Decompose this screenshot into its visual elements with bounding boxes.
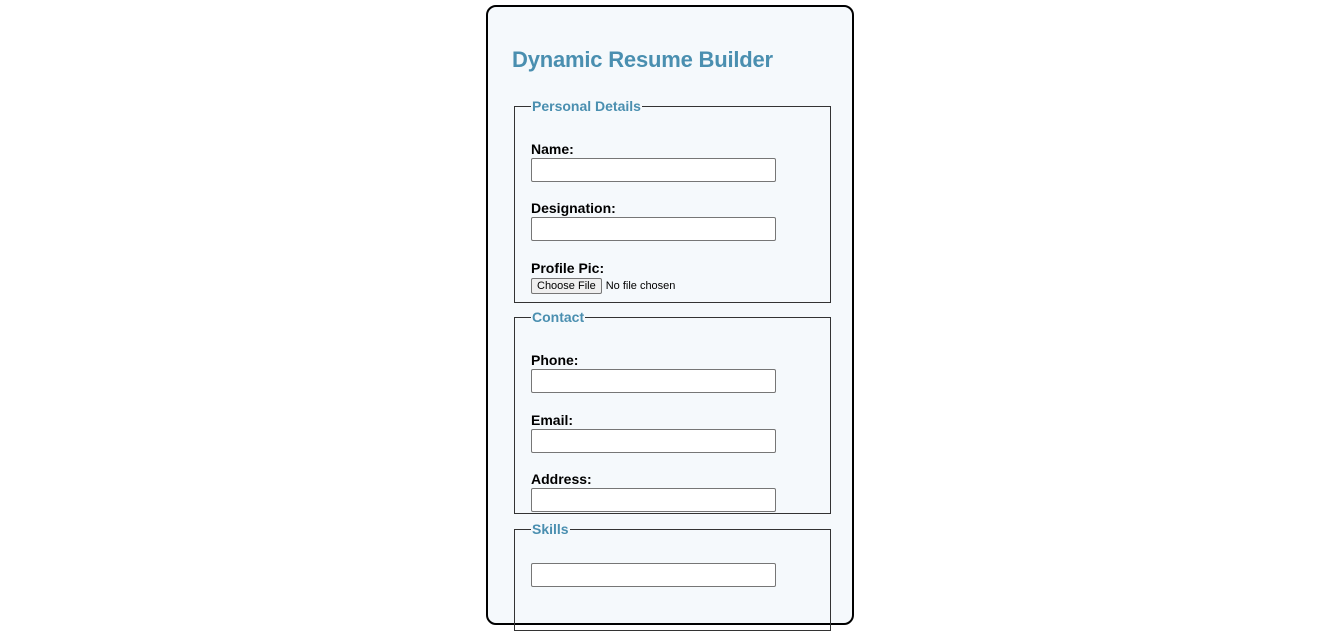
skills-legend: Skills <box>532 521 569 537</box>
email-input[interactable] <box>531 429 776 453</box>
contact-legend: Contact <box>532 309 585 325</box>
phone-label: Phone: <box>531 352 579 368</box>
profile-pic-field-group <box>531 260 675 294</box>
address-label: Address: <box>531 471 592 487</box>
phone-input[interactable] <box>531 369 776 393</box>
resume-builder-card <box>486 5 854 625</box>
file-status-text: No file chosen <box>605 280 676 292</box>
designation-field-group <box>531 200 776 241</box>
skills-section <box>514 521 831 631</box>
email-label: Email: <box>531 412 574 428</box>
name-input[interactable] <box>531 158 776 182</box>
name-field-group <box>531 141 776 182</box>
skill-field-group <box>531 562 776 587</box>
address-input[interactable] <box>531 488 776 512</box>
contact-section <box>514 309 831 514</box>
page-title: Dynamic Resume Builder <box>512 47 773 72</box>
personal-details-legend: Personal Details <box>532 98 641 114</box>
designation-label: Designation: <box>531 200 616 216</box>
name-label: Name: <box>531 141 574 157</box>
email-field-group <box>531 412 776 453</box>
phone-field-group <box>531 352 776 393</box>
skill-input[interactable] <box>531 563 776 587</box>
profile-pic-label: Profile Pic: <box>531 260 605 276</box>
personal-details-section <box>514 98 831 303</box>
address-field-group <box>531 471 776 512</box>
choose-file-button[interactable]: Choose File <box>531 278 602 294</box>
profile-pic-file-input[interactable] <box>531 278 675 294</box>
designation-input[interactable] <box>531 217 776 241</box>
